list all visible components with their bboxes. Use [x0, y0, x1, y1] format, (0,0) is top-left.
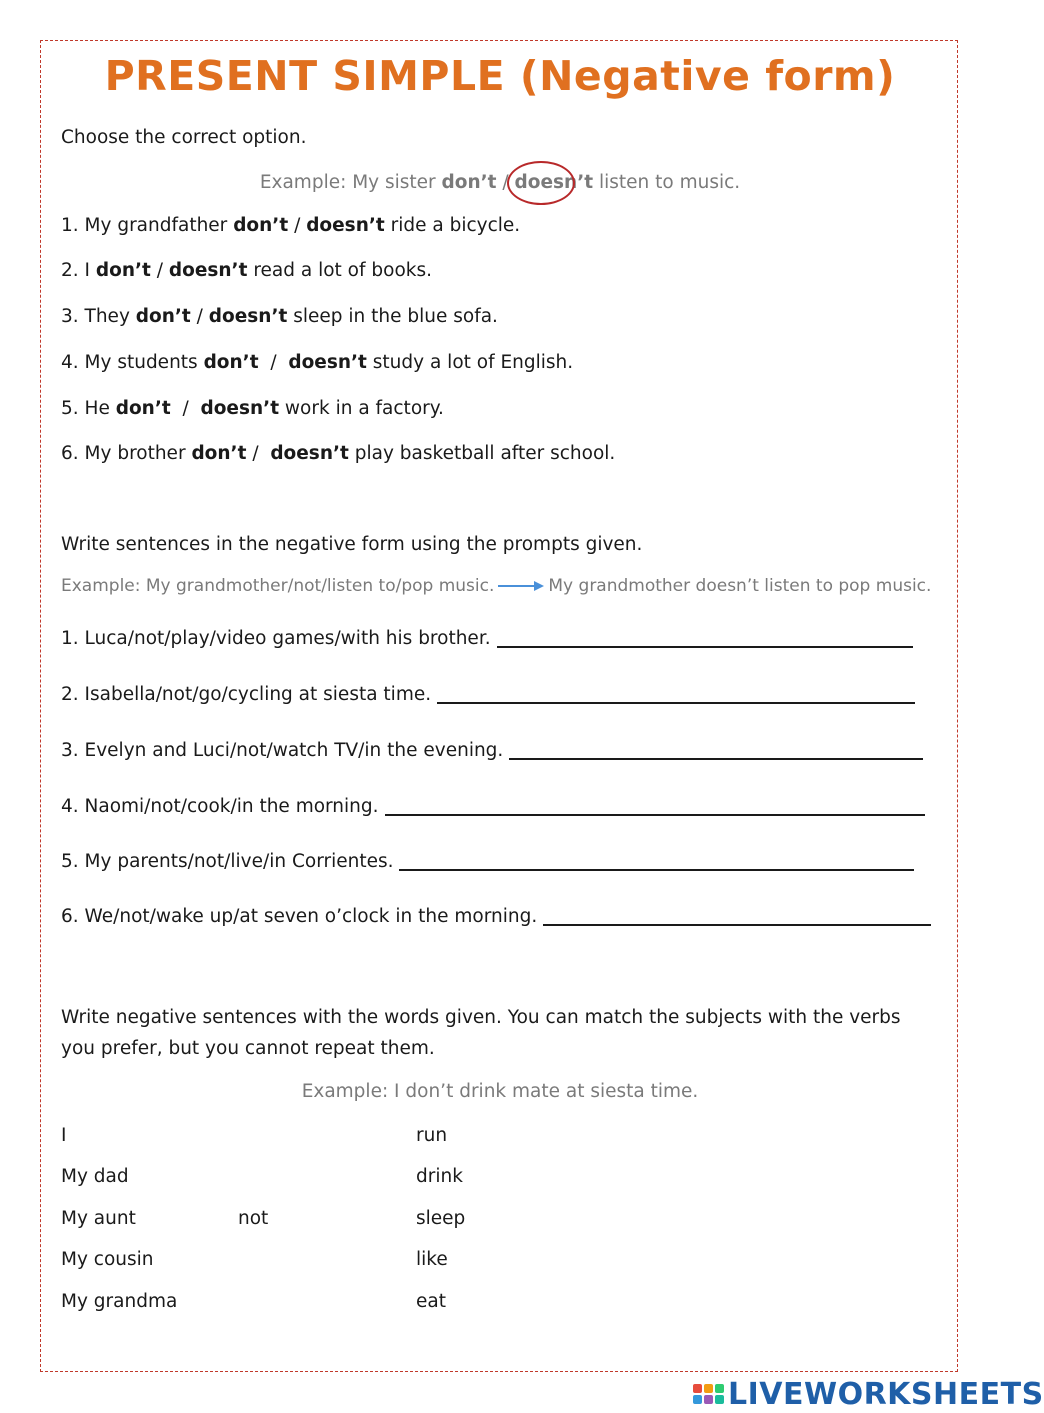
- subject-word: My grandma: [61, 1291, 178, 1312]
- choice-item: 5. He don’t / doesn’t work in a factory.: [61, 398, 444, 419]
- option-doesnt[interactable]: doesn’t: [288, 352, 367, 373]
- prompt-item: 4. Naomi/not/cook/in the morning.: [61, 796, 925, 817]
- section3-instruction-line1: Write negative sentences with the words given. You can match the subjects with the verbs: [61, 1007, 901, 1028]
- example-prompt: Example: My grandmother/not/listen to/pop music.: [61, 576, 495, 596]
- subject-word: My dad: [61, 1166, 129, 1187]
- choice-item: 4. My students don’t / doesn’t study a lot of English.: [61, 352, 574, 373]
- example-option-doesnt: doesn’t: [514, 172, 594, 193]
- answer-blank[interactable]: [399, 868, 914, 871]
- option-dont[interactable]: don’t: [135, 306, 191, 327]
- option-dont[interactable]: don’t: [203, 352, 259, 373]
- brand-name: LIVEWORKSHEETS: [728, 1376, 1044, 1412]
- example-circled-answer: [515, 172, 594, 193]
- answer-blank[interactable]: [509, 757, 923, 760]
- verb-word: drink: [416, 1166, 463, 1187]
- option-dont[interactable]: don’t: [95, 260, 151, 281]
- answer-blank[interactable]: [437, 701, 915, 704]
- option-dont[interactable]: don’t: [191, 443, 247, 464]
- section2-instruction: Write sentences in the negative form using the prompts given.: [61, 534, 643, 555]
- page-border: [40, 40, 958, 1372]
- verb-word: run: [416, 1125, 448, 1146]
- worksheet-title: PRESENT SIMPLE (Negative form): [104, 52, 896, 100]
- example-slash: /: [496, 172, 515, 193]
- verb-word: like: [416, 1249, 448, 1270]
- option-doesnt[interactable]: doesn’t: [208, 306, 288, 327]
- subject-word: My aunt: [61, 1208, 136, 1229]
- example-prefix: Example: My sister: [259, 172, 442, 193]
- option-doesnt[interactable]: doesn’t: [200, 398, 280, 419]
- option-dont[interactable]: don’t: [115, 398, 171, 419]
- liveworksheets-logo: [693, 1376, 1044, 1412]
- example-answer: My grandmother doesn’t listen to pop music.: [548, 576, 932, 596]
- verb-word: eat: [416, 1291, 446, 1312]
- answer-blank[interactable]: [543, 923, 931, 926]
- subject-word: My cousin: [61, 1249, 154, 1270]
- answer-blank[interactable]: [497, 645, 913, 648]
- prompt-item: 5. My parents/not/live/in Corrientes.: [61, 851, 914, 872]
- answer-circle-icon: [507, 161, 575, 205]
- verb-word: sleep: [416, 1208, 466, 1229]
- section3-example: Example: I don’t drink mate at siesta time.: [301, 1081, 699, 1102]
- choice-item: 3. They don’t / doesn’t sleep in the blue sofa.: [61, 306, 498, 327]
- choice-item: 2. I don’t / doesn’t read a lot of books.: [61, 260, 432, 281]
- option-dont[interactable]: don’t: [233, 215, 289, 236]
- subject-word: I: [61, 1125, 67, 1146]
- section1-example: [0, 172, 1000, 193]
- negation-word: not: [238, 1208, 269, 1229]
- prompt-item: 1. Luca/not/play/video games/with his brother.: [61, 628, 913, 649]
- example-option-dont: don’t: [441, 172, 497, 193]
- logo-grid-icon: [693, 1384, 724, 1404]
- example-suffix: listen to music.: [593, 172, 741, 193]
- prompt-item: 6. We/not/wake up/at seven o’clock in the morning.: [61, 906, 931, 927]
- prompt-item: 2. Isabella/not/go/cycling at siesta time.: [61, 684, 915, 705]
- section2-example: [61, 576, 931, 596]
- option-doesnt[interactable]: doesn’t: [306, 215, 385, 236]
- choice-item: 6. My brother don’t / doesn’t play basketball after school.: [61, 443, 616, 464]
- option-doesnt[interactable]: doesn’t: [270, 443, 349, 464]
- option-doesnt[interactable]: doesn’t: [168, 260, 248, 281]
- section3-instruction-line2: you prefer, but you cannot repeat them.: [61, 1038, 435, 1059]
- choice-item: 1. My grandfather don’t / doesn’t ride a bicycle.: [61, 215, 521, 236]
- prompt-item: 3. Evelyn and Luci/not/watch TV/in the evening.: [61, 740, 923, 761]
- arrow-right-icon: [498, 580, 544, 592]
- section1-instruction: Choose the correct option.: [61, 127, 307, 148]
- answer-blank[interactable]: [385, 813, 925, 816]
